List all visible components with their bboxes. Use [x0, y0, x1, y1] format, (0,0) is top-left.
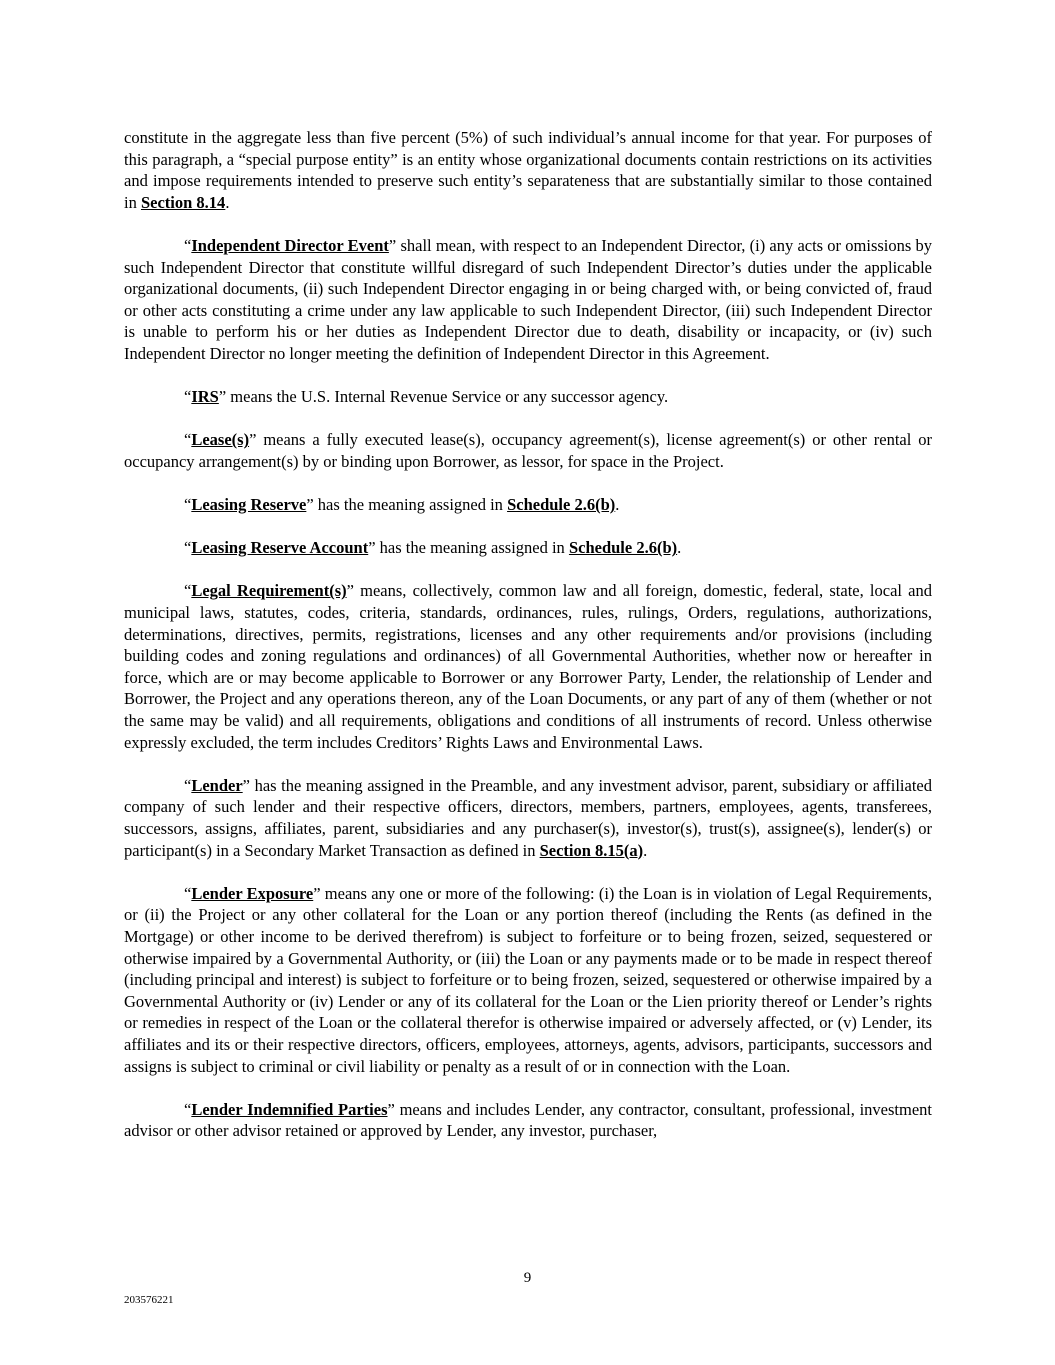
definition-body: ” means, collectively, common law and all foreign, domestic, federal, state, local and municipal laws, statutes, codes, criteria, standards, ordinances, rules, rulings, Orders, regulations, authorizations, determinations, directives, permits, registrations, licenses and any other requirements and/or provisions (including building codes and zoning regulations and ordinances) of all Governmental Authorities, whether now or hereafter in force, which are or may become applicable to Borrower or any Borrower Party, Lender, the relationship of Lender and Borrower, the Project and any operations thereon, any of the Loan Documents, or any part of any of them (whether or not the same may be valid) and all requirements, obligations and conditions of all instruments of record. Unless otherwise expressly excluded, the term includes Creditors’ Rights Laws and Environmental Laws. — [124, 581, 932, 752]
open-quote: “ — [184, 495, 192, 515]
open-quote: “ — [184, 538, 192, 558]
defined-term: Leasing Reserve — [191, 495, 307, 515]
defined-term: Leasing Reserve Account — [191, 538, 369, 558]
definition-body: ” means any one or more of the following: (i) the Loan is in violation of Legal Requirements, or (ii) the Project or any other collateral for the Loan or any portion thereof (including the Rents (as defined in the Mortgage) or other income to be derived therefrom) is subject to forfeiture or to being frozen, seized, sequestered or otherwise impaired by a Governmental Authority, or (iii) the Loan or any payments made or to be made in respect thereof (including principal and interest) is subject to forfeiture or to being frozen, seized, sequestered or otherwise impaired by a Governmental Authority or (iv) Lender or any of its collateral for the Loan or the Lien priority thereof or Lender’s rights or remedies in respect of the Loan or the collateral therefor is otherwise impaired or adversely affected, or (v) Lender, its affiliates and its or their respective directors, officers, employees, attorneys, agents, advisors, participants, successors and assigns is subject to criminal or civil liability or penalty as a result of or in connection with the Loan. — [124, 883, 932, 1076]
definition-body: ” has the meaning assigned in — [306, 495, 508, 515]
definition-body: ” has the meaning assigned in — [368, 538, 569, 558]
definition-body: ” has the meaning assigned in the Preamble, and any investment advisor, parent, subsidiary or affiliated company of such lender and their respective officers, directors, members, partners, employees, agents, transferees, successors, assigns, affiliates, parent, subsidiaries and any purchaser(s), investor(s), trust(s), assignee(s), lender(s) or participant(s) in a Secondary Market Transaction as defined in — [124, 775, 932, 860]
defined-term: IRS — [191, 387, 219, 407]
open-quote: “ — [184, 387, 192, 407]
schedule-reference: Schedule 2.6(b) — [507, 495, 616, 515]
definition-paragraph — [124, 494, 932, 516]
intro-end: . — [225, 192, 230, 212]
page-number: 9 — [523, 1270, 532, 1286]
open-quote: “ — [184, 581, 192, 601]
defined-term: Lease(s) — [191, 430, 250, 450]
definition-paragraph — [124, 235, 932, 365]
defined-term: Lender Indemnified Parties — [191, 1099, 388, 1119]
definition-paragraph — [124, 386, 932, 408]
definition-tail: . — [677, 538, 682, 558]
definition-tail: . — [643, 840, 648, 860]
defined-term: Independent Director Event — [191, 235, 389, 255]
intro-text: constitute in the aggregate less than five percent (5%) of such individual’s annual income for that year. For purposes of this paragraph, a “special purpose entity” is an entity whose organizational documents contain restrictions on its activities and impose requirements intended to preserve such entity’s separateness that are substantially similar to those contained in — [124, 128, 932, 212]
definition-paragraph — [124, 883, 932, 1077]
open-quote: “ — [184, 883, 192, 903]
definition-paragraph — [124, 580, 932, 753]
defined-term: Lender — [191, 775, 243, 795]
document-page — [124, 127, 932, 1142]
open-quote: “ — [184, 430, 192, 450]
definition-paragraph — [124, 537, 932, 559]
open-quote: “ — [184, 775, 192, 795]
definition-body: ” means and includes Lender, any contractor, consultant, professional, investment advisor or other advisor retained or approved by Lender, any investor, purchaser, — [124, 1099, 932, 1141]
definition-paragraph — [124, 1099, 932, 1142]
definition-body: ” means a fully executed lease(s), occupancy agreement(s), license agreement(s) or other rental or occupancy arrangement(s) by or binding upon Borrower, as lessor, for space in the Project. — [124, 430, 932, 471]
section-reference: Section 8.14 — [140, 192, 226, 212]
open-quote: “ — [184, 1099, 192, 1119]
definition-body: ” shall mean, with respect to an Independent Director, (i) any acts or omissions by such Independent Director that constitute willful disregard of such Independent Director’s duties under the applicable organizational documents, (ii) such Independent Director engaging in or being charged with, or being convicted of, fraud or other acts constituting a crime under any law applicable to such Independent Director, (iii) such Independent Director is unable to perform his or her duties as Independent Director due to death, disability or incapacity, or (iv) such Independent Director no longer meeting the definition of Independent Director in this Agreement. — [124, 235, 932, 363]
defined-term: Lender Exposure — [191, 883, 314, 903]
open-quote: “ — [184, 235, 192, 255]
definition-paragraph — [124, 429, 932, 472]
schedule-reference: Schedule 2.6(b) — [568, 538, 678, 558]
intro-paragraph — [124, 127, 932, 213]
document-id: 203576221 — [124, 1294, 174, 1306]
definition-body: ” means the U.S. Internal Revenue Service or any successor agency. — [218, 387, 669, 407]
defined-term: Legal Requirement(s) — [191, 581, 347, 601]
definition-tail: . — [615, 495, 620, 515]
section-reference: Section 8.15(a) — [539, 840, 644, 860]
definition-paragraph — [124, 775, 932, 861]
